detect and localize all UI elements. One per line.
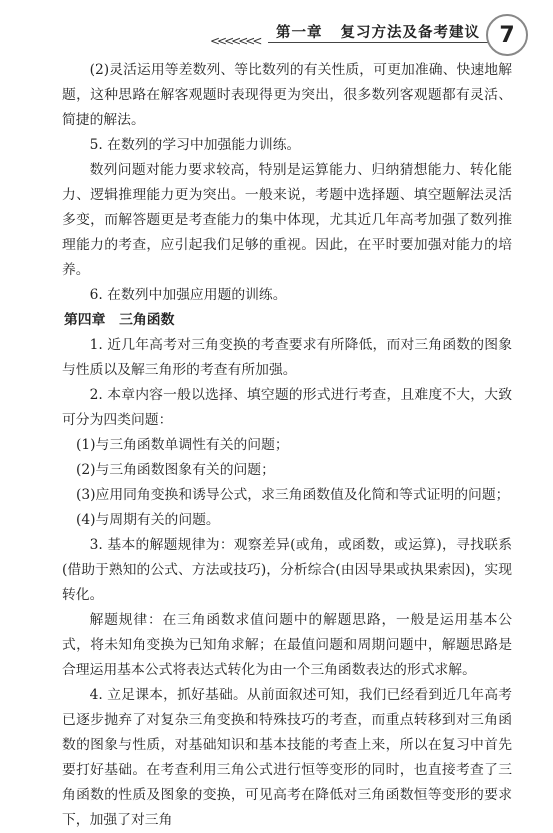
page-number-badge — [486, 14, 528, 56]
paragraph: (2)灵活运用等差数列、等比数列的有关性质，可更加准确、快速地解题，这种思路在解客观题时表现得更为突出，很多数列客观题都有灵活、简捷的解法。 — [62, 62, 512, 128]
chapter-title: 复习方法及备考建议 — [340, 25, 480, 41]
decorative-arrows: <<<<<<< — [210, 34, 260, 48]
chapter-number: 第一章 — [276, 25, 323, 41]
running-head — [276, 21, 480, 42]
list-item: (1)与三角函数单调性有关的问题； — [76, 437, 289, 453]
page-header — [0, 0, 553, 52]
list-item: (4)与周期有关的问题。 — [76, 512, 220, 528]
page-number: 7 — [499, 22, 515, 48]
list-item: (3)应用同角变换和诱导公式，求三角函数值及化简和等式证明的问题； — [76, 487, 510, 503]
paragraph: 6. 在数列中加强应用题的训练。 — [89, 287, 287, 303]
list-item: (2)与三角函数图象有关的问题； — [76, 462, 275, 478]
paragraph: 数列问题对能力要求较高，特别是运算能力、归纳猜想能力、转化能力、逻辑推理能力更为突出。一般来说，考题中选择题、填空题解法灵活多变，而解答题更是考查能力的集中体现，尤其近几年高考加强了数列推理能力的考查，应引起我们足够的重视。因此，在平时要加强对能力的培养。 — [62, 162, 512, 278]
section-heading: 第四章 三角函数 — [64, 312, 175, 328]
paragraph: 1. 近几年高考对三角变换的考查要求有所降低，而对三角函数的图象与性质以及解三角形的考查有所加强。 — [62, 337, 512, 378]
body-text — [62, 58, 512, 833]
paragraph: 解题规律：在三角函数求值问题中的解题思路，一般是运用基本公式，将未知角变换为已知角求解；在最值问题和周期问题中，解题思路是合理运用基本公式将表达式转化为由一个三角函数表达的形式求解。 — [62, 612, 512, 678]
header-rule — [268, 42, 498, 43]
paragraph: 4. 立足课本，抓好基础。从前面叙述可知，我们已经看到近几年高考已逐步抛弃了对复杂三角变换和特殊技巧的考查，而重点转移到对三角函数的图象与性质，对基础知识和基本技能的考查上来，所以在复习中首先要打好基础。在考查利用三角公式进行恒等变形的同时，也直接考查了三角函数的性质及图象的变换，可见高考在降低对三角函数恒等变形的要求下，加强了对三角 — [62, 687, 512, 828]
paragraph: 3. 基本的解题规律为：观察差异(或角，或函数，或运算)，寻找联系(借助于熟知的公式、方法或技巧)，分析综合(由因导果或执果索因)，实现转化。 — [62, 537, 512, 603]
paragraph: 2. 本章内容一般以选择、填空题的形式进行考查，且难度不大，大致可分为四类问题： — [62, 387, 512, 428]
paragraph: 5. 在数列的学习中加强能力训练。 — [89, 137, 301, 153]
